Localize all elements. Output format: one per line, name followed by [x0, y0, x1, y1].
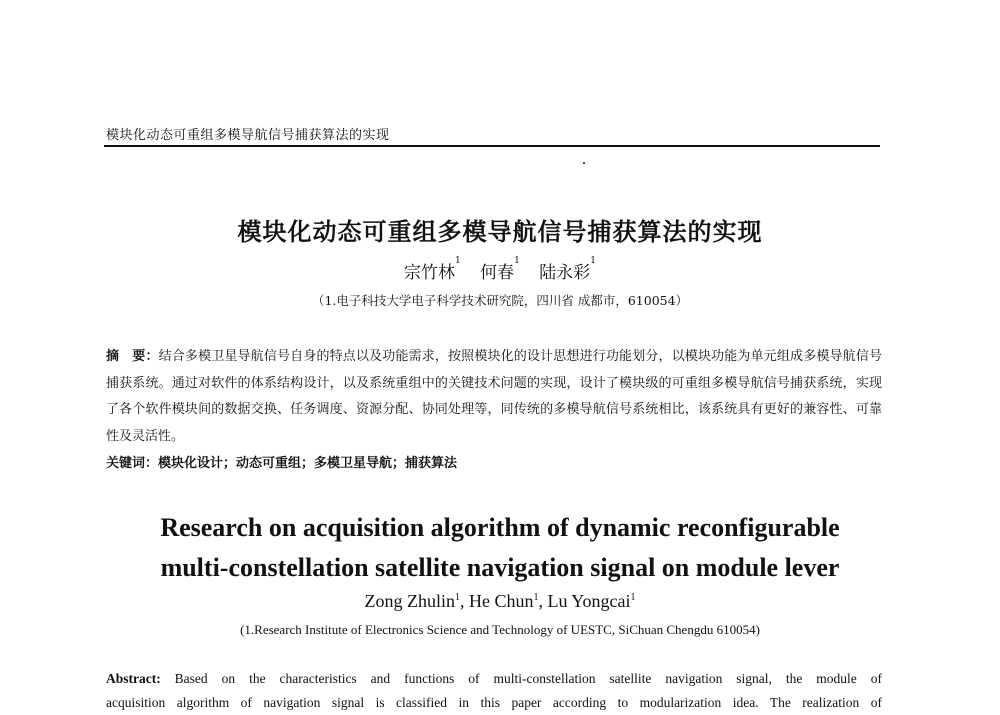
en-author-1: Zong Zhulin [364, 591, 455, 611]
chinese-abstract-label: 摘 要： [106, 349, 159, 364]
chinese-keywords: 关键词：模块化设计；动态可重组；多模卫星导航；捕获算法 [106, 456, 458, 471]
cn-author-1-mark: 1 [454, 256, 461, 266]
cn-author-3: 陆永彩 [539, 263, 591, 283]
english-abstract-line-1 [106, 667, 882, 691]
cn-author-1: 宗竹林 [403, 263, 455, 283]
running-head: 模块化动态可重组多模导航信号捕获算法的实现 [106, 128, 390, 143]
english-abstract-line-2: acquisition algorithm of navigation signal is classified in this paper according to modularization idea. The realization of [106, 695, 882, 710]
en-author-2-mark: 1 [533, 592, 539, 603]
cn-author-3-mark: 1 [590, 256, 596, 266]
en-author-3-mark: 1 [630, 592, 636, 603]
english-title-line-1: Research on acquisition algorithm of dynamic reconfigurable [160, 513, 840, 542]
english-affiliation: (1.Research Institute of Electronics Science and Technology of UESTC, SiChuan Chengdu 610054) [240, 622, 760, 637]
english-abstract-label: Abstract: [106, 671, 161, 686]
en-author-2: He Chun [468, 591, 534, 611]
en-author-1-mark: 1 [454, 592, 460, 603]
scan-speck [583, 162, 585, 164]
english-abstract-text-1: Based on the characteristics and functions of multi-constellation satellite navigation signal, the module of [160, 671, 882, 686]
english-title [0, 508, 1000, 588]
chinese-authors [0, 258, 1000, 283]
chinese-title: 模块化动态可重组多模导航信号捕获算法的实现 [237, 218, 763, 246]
en-author-3: Lu Yongcai [547, 591, 631, 611]
cn-author-2: 何春 [480, 263, 515, 283]
english-title-line-2: multi-constellation satellite navigation signal on module lever [160, 553, 840, 582]
chinese-abstract-text: 结合多模卫星导航信号自身的特点以及功能需求，按照模块化的设计思想进行功能划分，以模块功能为单元组成多模导航信号捕获系统。通过对软件的体系结构设计，以及系统重组中的关键技术问题的实现，设计了模块级的可重组多模导航信号捕获系统，实现了各个软件模块间的数据交换、任务调度、资源分配、协同处理等，同传统的多模导航信号系统相比，该系统具有更好的兼容性、可靠性及灵活性。 [106, 349, 882, 444]
cn-author-2-mark: 1 [514, 256, 520, 266]
english-abstract [106, 667, 882, 715]
chinese-affiliation: （1.电子科技大学电子科学技术研究院，四川省 成都市，610054） [311, 293, 689, 308]
english-authors: Zong Zhulin$^1$, He Chun$^1$, Lu Yongcai$^1$ [364, 591, 636, 611]
chinese-abstract [106, 344, 882, 450]
header-rule [104, 145, 880, 147]
